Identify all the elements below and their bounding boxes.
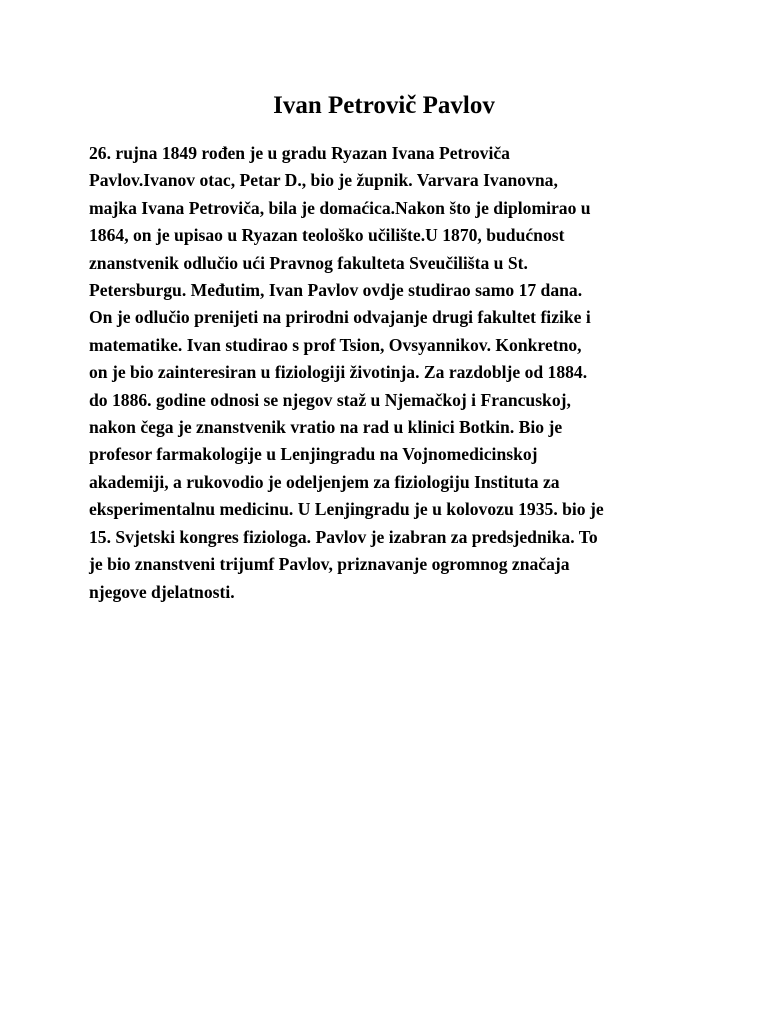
body-line: Petersburgu. Međutim, Ivan Pavlov ovdje studirao samo 17 dana. — [89, 280, 583, 301]
body-line: 26. rujna 1849 rođen je u gradu Ryazan Ivana Petroviča — [89, 143, 510, 163]
body-line: eksperimentalnu medicinu. U Lenjingradu je u kolovozu 1935. bio je — [89, 499, 604, 520]
body-line: majka Ivana Petroviča, bila je domaćica.Nakon što je diplomirao u — [89, 197, 591, 218]
body-line: je bio znanstveni trijumf Pavlov, priznavanje ogromnog značaja — [89, 554, 570, 575]
body-line: njegove djelatnosti. — [89, 581, 235, 602]
document-body — [89, 140, 689, 606]
body-line: do 1886. godine odnosi se njegov staž u Njemačkoj i Francuskoj, — [89, 389, 571, 410]
body-line: znanstvenik odlučio ući Pravnog fakulteta Sveučilišta u St. — [89, 252, 528, 273]
body-line: profesor farmakologije u Lenjingradu na Vojnomedicinskoj — [89, 444, 538, 465]
body-line: matematike. Ivan studirao s prof Tsion, Ovsyannikov. Konkretno, — [89, 334, 582, 355]
body-line: 15. Svjetski kongres fiziologa. Pavlov je izabran za predsjednika. To — [89, 526, 598, 547]
body-line: nakon čega je znanstvenik vratio na rad u klinici Botkin. Bio je — [89, 417, 563, 438]
body-line: akademiji, a rukovodio je odeljenjem za fiziologiju Instituta za — [89, 471, 560, 492]
body-line: on je bio zainteresiran u fiziologiji životinja. Za razdoblje od 1884. — [89, 362, 588, 383]
body-line: Pavlov.Ivanov otac, Petar D., bio je župnik. Varvara Ivanovna, — [89, 170, 558, 191]
document-title: Ivan Petrovič Pavlov — [273, 92, 495, 119]
body-line: On je odlučio prenijeti na prirodni odvajanje drugi fakultet fizike i — [89, 307, 591, 328]
body-line: 1864, on je upisao u Ryazan teološko učilište.U 1870, budućnost — [89, 225, 565, 246]
